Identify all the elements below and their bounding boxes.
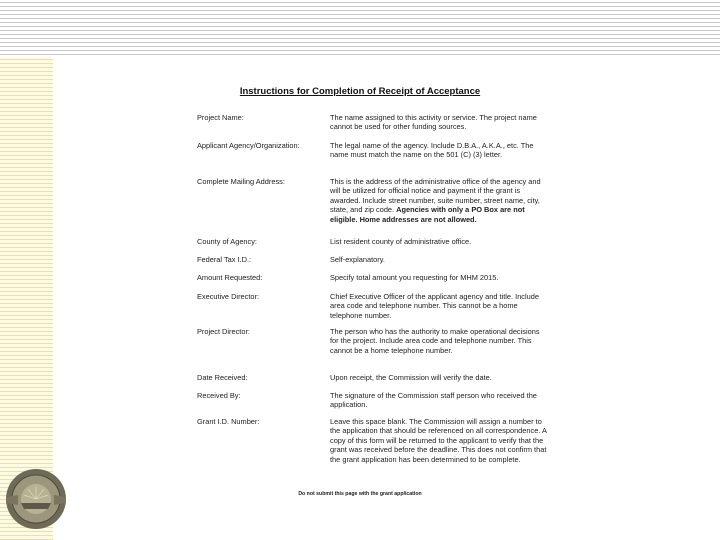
field-label: Executive Director: [197,292,260,301]
field-label: Received By: [197,391,241,400]
field-description: List resident county of administrative office. [330,237,472,246]
field-label: County of Agency: [197,237,257,246]
field-label: Date Received: [197,373,248,382]
field-description-wrap [330,177,550,224]
footer-note: Do not submit this page with the grant application [298,491,422,497]
field-label: Applicant Agency/Organization: [197,141,300,150]
header-stripe-band [0,0,720,57]
field-description: The legal name of the agency. Include D.B.A., A.K.A., etc. The name must match the name on the 501 (C) (3) letter. [330,141,534,160]
field-description: Self-explanatory. [330,255,385,264]
field-description: The name assigned to this activity or service. The project name cannot be used for other funding sources. [330,113,537,132]
field-label: Project Name: [197,113,244,122]
field-label: Project Director: [197,327,250,336]
field-label: Complete Mailing Address: [197,177,285,186]
field-description: The signature of the Commission staff person who received the application. [330,391,537,410]
field-description: The person who has the authority to make operational decisions for the project. Include area code and telephone number. This cannot be a home telephone number. [330,327,540,355]
field-description: Leave this space blank. The Commission will assign a number to the application that should be referenced on all correspondence. A copy of this form will be returned to the applicant to verify that the grant was received before the deadline. This does not confirm that the grant application has been determined to be complete. [330,417,547,464]
field-label: Amount Requested: [197,273,263,282]
field-description: Specify total amount you requesting for MHM 2015. [330,273,499,282]
field-label: Grant I.D. Number: [197,417,260,426]
field-description-bold: Agencies with only a PO Box are not eligible. Home addresses are not allowed. [330,205,525,224]
field-description: This is the address of the administrative office of the agency and will be utilized for official notice and payment if the grant is awarded. Include street number, suite number, street name, city, state, and zip code. [330,177,541,215]
commission-seal-logo [4,467,68,531]
document-title: Instructions for Completion of Receipt of Acceptance [239,86,481,97]
field-description: Upon receipt, the Commission will verify the date. [330,373,492,382]
field-label: Federal Tax I.D.: [197,255,252,264]
field-description: Chief Executive Officer of the applicant agency and title. Include area code and telephone number. This cannot be a home telephone number. [330,292,539,320]
